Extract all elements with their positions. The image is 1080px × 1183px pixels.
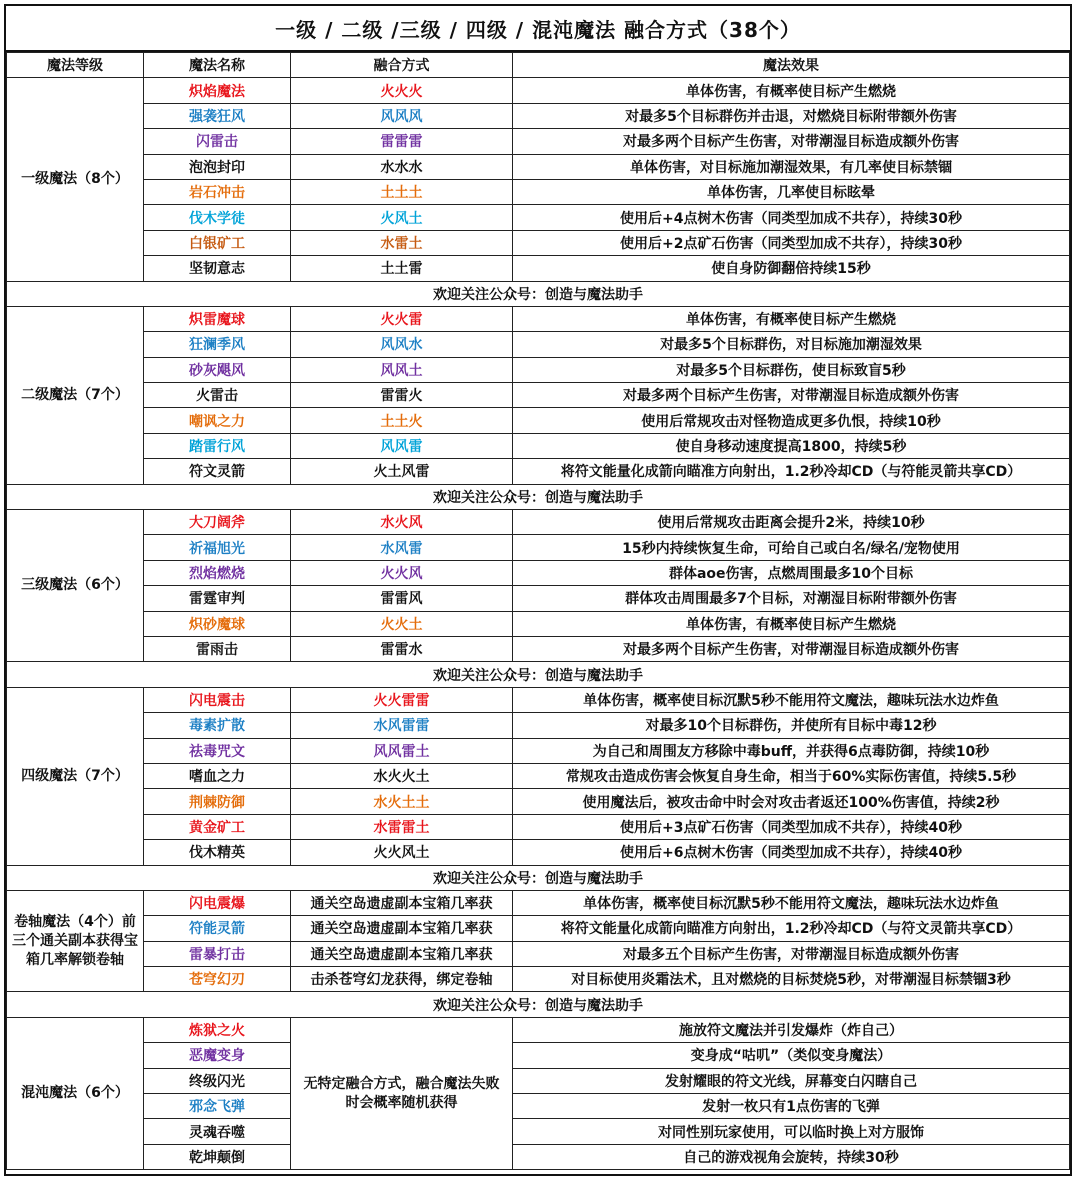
table-row: [7, 1119, 1070, 1144]
header-row: [7, 53, 1070, 78]
magic-name-cell: 火雷击: [144, 383, 291, 408]
magic-level-cell: 三级魔法（6个）: [7, 510, 144, 662]
notice-row: [7, 484, 1070, 509]
wechat-notice: 欢迎关注公众号：创造与魔法助手: [7, 992, 1070, 1017]
magic-name-cell: 祛毒咒文: [144, 738, 291, 763]
magic-effect-cell: 对最多5个目标群伤并击退，对燃烧目标附带额外伤害: [513, 103, 1070, 128]
magic-effect-cell: 发射耀眼的符文光线，屏幕变白闪瞎自己: [513, 1068, 1070, 1093]
fusion-method-cell: 水风雷: [291, 535, 513, 560]
magic-effect-cell: 使用魔法后，被攻击命中时会对攻击者返还100%伤害值，持续2秒: [513, 789, 1070, 814]
table-row: [7, 459, 1070, 484]
table-row: [7, 636, 1070, 661]
magic-table-frame: [4, 4, 1072, 1176]
magic-effect-cell: 使用后+4点树木伤害（同类型加成不共存），持续30秒: [513, 205, 1070, 230]
table-row: [7, 357, 1070, 382]
table-body: [7, 78, 1070, 1170]
header-level: 魔法等级: [7, 53, 144, 78]
magic-level-cell: 卷轴魔法（4个）前三个通关副本获得宝箱几率解锁卷轴: [7, 890, 144, 992]
fusion-method-cell: 通关空岛遗虚副本宝箱几率获: [291, 890, 513, 915]
magic-effect-cell: 对最多五个目标产生伤害，对带潮湿目标造成额外伤害: [513, 941, 1070, 966]
fusion-method-cell: 水火风: [291, 510, 513, 535]
magic-effect-cell: 15秒内持续恢复生命，可给自己或白名/绿名/宠物使用: [513, 535, 1070, 560]
table-row: [7, 1094, 1070, 1119]
fusion-method-cell: 水火火土: [291, 763, 513, 788]
table-row: [7, 179, 1070, 204]
table-row: [7, 205, 1070, 230]
table-row: [7, 687, 1070, 712]
magic-effect-cell: 单体伤害，有概率使目标产生燃烧: [513, 78, 1070, 103]
fusion-method-cell: 雷雷雷: [291, 129, 513, 154]
magic-effect-cell: 使自身防御翻倍持续15秒: [513, 256, 1070, 281]
magic-effect-cell: 单体伤害，有概率使目标产生燃烧: [513, 611, 1070, 636]
notice-row: [7, 662, 1070, 687]
table-row: [7, 306, 1070, 331]
fusion-method-cell: 水风雷雷: [291, 713, 513, 738]
magic-effect-cell: 使用后常规攻击距离会提升2米，持续10秒: [513, 510, 1070, 535]
table-row: [7, 560, 1070, 585]
magic-effect-cell: 施放符文魔法并引发爆炸（炸自己）: [513, 1017, 1070, 1042]
fusion-method-cell: 火风土: [291, 205, 513, 230]
magic-name-cell: 嗜血之力: [144, 763, 291, 788]
table-row: [7, 789, 1070, 814]
wechat-notice: 欢迎关注公众号：创造与魔法助手: [7, 281, 1070, 306]
magic-name-cell: 恶魔变身: [144, 1043, 291, 1068]
fusion-method-cell: 火火土: [291, 611, 513, 636]
fusion-method-cell: 水雷雷土: [291, 814, 513, 839]
magic-effect-cell: 发射一枚只有1点伤害的飞弹: [513, 1094, 1070, 1119]
table-row: [7, 103, 1070, 128]
table-row: [7, 408, 1070, 433]
magic-name-cell: 乾坤颠倒: [144, 1144, 291, 1169]
fusion-method-cell: 风风土: [291, 357, 513, 382]
table-row: [7, 510, 1070, 535]
magic-level-cell: 一级魔法（8个）: [7, 78, 144, 281]
magic-name-cell: 炼狱之火: [144, 1017, 291, 1042]
magic-effect-cell: 使用后+6点树木伤害（同类型加成不共存），持续40秒: [513, 840, 1070, 865]
magic-name-cell: 黄金矿工: [144, 814, 291, 839]
magic-name-cell: 白银矿工: [144, 230, 291, 255]
wechat-notice: 欢迎关注公众号：创造与魔法助手: [7, 865, 1070, 890]
magic-effect-cell: 对最多5个目标群伤，对目标施加潮湿效果: [513, 332, 1070, 357]
table-row: [7, 763, 1070, 788]
magic-name-cell: 嘲讽之力: [144, 408, 291, 433]
magic-level-cell: 二级魔法（7个）: [7, 306, 144, 484]
table-row: [7, 840, 1070, 865]
magic-effect-cell: 单体伤害，对目标施加潮湿效果，有几率使目标禁锢: [513, 154, 1070, 179]
magic-name-cell: 邪念飞弹: [144, 1094, 291, 1119]
magic-effect-cell: 对目标使用炎霜法术，且对燃烧的目标焚烧5秒，对带潮湿目标禁锢3秒: [513, 967, 1070, 992]
fusion-method-cell: 通关空岛遗虚副本宝箱几率获: [291, 916, 513, 941]
notice-row: [7, 281, 1070, 306]
magic-effect-cell: 为自己和周围友方移除中毒buff，并获得6点毒防御，持续10秒: [513, 738, 1070, 763]
magic-name-cell: 雷暴打击: [144, 941, 291, 966]
fusion-method-cell: 火火风: [291, 560, 513, 585]
magic-effect-cell: 群体攻击周围最多7个目标，对潮湿目标附带额外伤害: [513, 586, 1070, 611]
magic-effect-cell: 使自身移动速度提高1800，持续5秒: [513, 433, 1070, 458]
magic-name-cell: 岩石冲击: [144, 179, 291, 204]
magic-name-cell: 荆棘防御: [144, 789, 291, 814]
fusion-method-cell: 火火风土: [291, 840, 513, 865]
magic-effect-cell: 单体伤害，概率使目标沉默5秒不能用符文魔法，趣味玩法水边炸鱼: [513, 890, 1070, 915]
table-row: [7, 230, 1070, 255]
fusion-method-cell: 雷雷火: [291, 383, 513, 408]
magic-effect-cell: 群体aoe伤害，点燃周围最多10个目标: [513, 560, 1070, 585]
table-row: [7, 433, 1070, 458]
wechat-notice: 欢迎关注公众号：创造与魔法助手: [7, 484, 1070, 509]
magic-name-cell: 雷霆审判: [144, 586, 291, 611]
magic-level-cell: 四级魔法（7个）: [7, 687, 144, 865]
magic-effect-cell: 使用后常规攻击对怪物造成更多仇恨，持续10秒: [513, 408, 1070, 433]
fusion-method-cell: 土土火: [291, 408, 513, 433]
fusion-method-cell: 通关空岛遗虚副本宝箱几率获: [291, 941, 513, 966]
table-row: [7, 586, 1070, 611]
header-name: 魔法名称: [144, 53, 291, 78]
header-method: 融合方式: [291, 53, 513, 78]
fusion-method-cell: 风风雷: [291, 433, 513, 458]
magic-effect-cell: 常规攻击造成伤害会恢复自身生命，相当于60%实际伤害值，持续5.5秒: [513, 763, 1070, 788]
magic-name-cell: 烈焰燃烧: [144, 560, 291, 585]
magic-name-cell: 符能灵箭: [144, 916, 291, 941]
magic-name-cell: 踏雷行风: [144, 433, 291, 458]
magic-name-cell: 毒素扩散: [144, 713, 291, 738]
magic-name-cell: 大刀阔斧: [144, 510, 291, 535]
page-title: 一级 / 二级 /三级 / 四级 / 混沌魔法 融合方式（38个）: [6, 6, 1070, 52]
magic-effect-cell: 单体伤害，有概率使目标产生燃烧: [513, 306, 1070, 331]
table-row: [7, 78, 1070, 103]
table-row: [7, 129, 1070, 154]
magic-name-cell: 坚韧意志: [144, 256, 291, 281]
magic-name-cell: 砂灰飓风: [144, 357, 291, 382]
fusion-method-cell: 土土雷: [291, 256, 513, 281]
magic-name-cell: 狂澜季风: [144, 332, 291, 357]
fusion-method-cell: 水雷土: [291, 230, 513, 255]
magic-name-cell: 炽焰魔法: [144, 78, 291, 103]
magic-effect-cell: 对最多5个目标群伤，使目标致盲5秒: [513, 357, 1070, 382]
table-row: [7, 611, 1070, 636]
fusion-method-cell: 雷雷风: [291, 586, 513, 611]
magic-effect-cell: 变身成“咕叽”（类似变身魔法）: [513, 1043, 1070, 1068]
magic-name-cell: 伐木学徒: [144, 205, 291, 230]
magic-table: [6, 52, 1070, 1170]
table-row: [7, 738, 1070, 763]
magic-name-cell: 闪电震爆: [144, 890, 291, 915]
table-row: [7, 814, 1070, 839]
fusion-method-cell: 火土风雷: [291, 459, 513, 484]
table-row: [7, 1144, 1070, 1169]
magic-name-cell: 炽砂魔球: [144, 611, 291, 636]
magic-name-cell: 苍穹幻刃: [144, 967, 291, 992]
table-row: [7, 941, 1070, 966]
table-row: [7, 1043, 1070, 1068]
table-row: [7, 332, 1070, 357]
notice-row: [7, 992, 1070, 1017]
table-row: [7, 154, 1070, 179]
magic-effect-cell: 使用后+2点矿石伤害（同类型加成不共存），持续30秒: [513, 230, 1070, 255]
table-row: [7, 256, 1070, 281]
fusion-method-cell: 水水水: [291, 154, 513, 179]
magic-name-cell: 灵魂吞噬: [144, 1119, 291, 1144]
magic-effect-cell: 对最多10个目标群伤，并使所有目标中毒12秒: [513, 713, 1070, 738]
magic-effect-cell: 单体伤害，几率使目标眩晕: [513, 179, 1070, 204]
magic-name-cell: 闪雷击: [144, 129, 291, 154]
magic-name-cell: 雷雨击: [144, 636, 291, 661]
magic-name-cell: 强袭狂风: [144, 103, 291, 128]
magic-effect-cell: 对同性别玩家使用，可以临时换上对方服饰: [513, 1119, 1070, 1144]
magic-effect-cell: 使用后+3点矿石伤害（同类型加成不共存），持续40秒: [513, 814, 1070, 839]
fusion-method-cell: 风风风: [291, 103, 513, 128]
table-row: [7, 713, 1070, 738]
magic-name-cell: 终级闪光: [144, 1068, 291, 1093]
fusion-method-cell: 火火雷: [291, 306, 513, 331]
fusion-method-cell: 无特定融合方式，融合魔法失败时会概率随机获得: [291, 1017, 513, 1169]
magic-name-cell: 炽雷魔球: [144, 306, 291, 331]
magic-effect-cell: 将符文能量化成箭向瞄准方向射出，1.2秒冷却CD（与符文灵箭共享CD）: [513, 916, 1070, 941]
magic-effect-cell: 单体伤害，概率使目标沉默5秒不能用符文魔法，趣味玩法水边炸鱼: [513, 687, 1070, 712]
magic-effect-cell: 将符文能量化成箭向瞄准方向射出，1.2秒冷却CD（与符能灵箭共享CD）: [513, 459, 1070, 484]
magic-effect-cell: 对最多两个目标产生伤害，对带潮湿目标造成额外伤害: [513, 383, 1070, 408]
fusion-method-cell: 土土土: [291, 179, 513, 204]
fusion-method-cell: 击杀苍穹幻龙获得，绑定卷轴: [291, 967, 513, 992]
magic-name-cell: 泡泡封印: [144, 154, 291, 179]
fusion-method-cell: 水火土土: [291, 789, 513, 814]
fusion-method-cell: 火火火: [291, 78, 513, 103]
magic-effect-cell: 对最多两个目标产生伤害，对带潮湿目标造成额外伤害: [513, 636, 1070, 661]
magic-level-cell: 混沌魔法（6个）: [7, 1017, 144, 1169]
magic-name-cell: 闪电震击: [144, 687, 291, 712]
magic-name-cell: 祈福旭光: [144, 535, 291, 560]
table-row: [7, 1017, 1070, 1042]
notice-row: [7, 865, 1070, 890]
magic-name-cell: 伐木精英: [144, 840, 291, 865]
table-row: [7, 890, 1070, 915]
magic-effect-cell: 对最多两个目标产生伤害，对带潮湿目标造成额外伤害: [513, 129, 1070, 154]
fusion-method-cell: 风风水: [291, 332, 513, 357]
table-row: [7, 535, 1070, 560]
table-row: [7, 916, 1070, 941]
wechat-notice: 欢迎关注公众号：创造与魔法助手: [7, 662, 1070, 687]
table-row: [7, 383, 1070, 408]
magic-name-cell: 符文灵箭: [144, 459, 291, 484]
table-row: [7, 967, 1070, 992]
fusion-method-cell: 火火雷雷: [291, 687, 513, 712]
fusion-method-cell: 风风雷土: [291, 738, 513, 763]
header-effect: 魔法效果: [513, 53, 1070, 78]
magic-effect-cell: 自己的游戏视角会旋转，持续30秒: [513, 1144, 1070, 1169]
table-row: [7, 1068, 1070, 1093]
fusion-method-cell: 雷雷水: [291, 636, 513, 661]
